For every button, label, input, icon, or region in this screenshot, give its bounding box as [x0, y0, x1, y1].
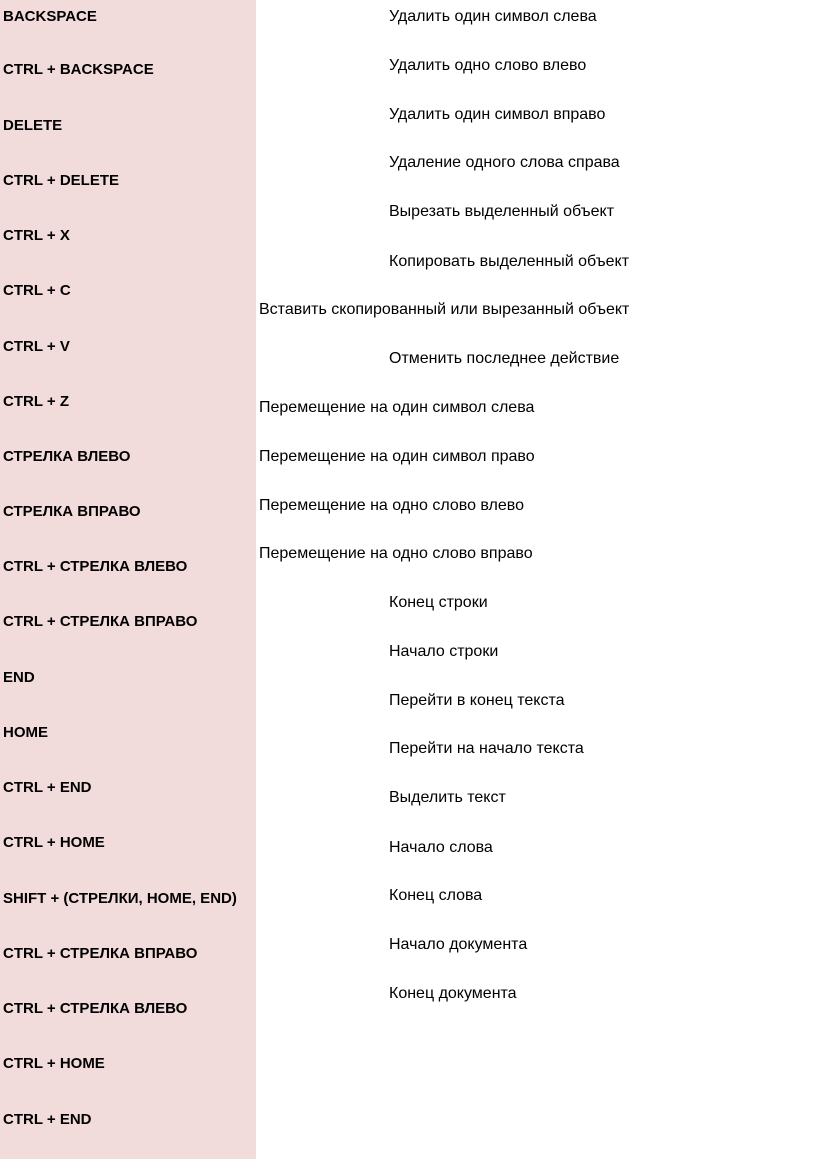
shortcut-description: Копировать выделенный объект — [389, 253, 630, 270]
shortcut-description: Конец строки — [389, 594, 488, 611]
shortcut-description: Конец документа — [389, 985, 517, 1002]
shortcut-key: BACKSPACE — [3, 8, 97, 25]
shortcut-key: CTRL + СТРЕЛКА ВПРАВО — [3, 613, 198, 630]
shortcut-key: СТРЕЛКА ВПРАВО — [3, 503, 141, 520]
shortcut-description: Начало строки — [389, 643, 499, 660]
shortcut-description: Вставить скопированный или вырезанный объект — [259, 301, 630, 318]
shortcut-description: Перейти на начало текста — [389, 740, 584, 757]
shortcut-description: Удаление одного слова справа — [389, 154, 620, 171]
shortcut-description: Удалить один символ вправо — [389, 106, 606, 123]
shortcut-key: CTRL + HOME — [3, 834, 105, 851]
shortcut-description: Вырезать выделенный объект — [389, 203, 615, 220]
shortcut-key: END — [3, 669, 35, 686]
shortcut-key: CTRL + HOME — [3, 1055, 105, 1072]
shortcut-key: CTRL + V — [3, 338, 70, 355]
shortcut-key: CTRL + X — [3, 227, 70, 244]
shortcut-key: DELETE — [3, 117, 63, 134]
shortcut-key: CTRL + СТРЕЛКА ВЛЕВО — [3, 558, 188, 575]
shortcut-key: CTRL + СТРЕЛКА ВЛЕВО — [3, 1000, 188, 1017]
shortcut-description: Перемещение на одно слово вправо — [259, 545, 533, 562]
shortcut-description: Удалить одно слово влево — [389, 57, 587, 74]
shortcut-key: HOME — [3, 724, 48, 741]
shortcut-key: CTRL + END — [3, 779, 92, 796]
shortcut-description: Начало документа — [389, 936, 528, 953]
shortcut-key: SHIFT + (СТРЕЛКИ, HOME, END) — [3, 890, 237, 907]
shortcut-description: Начало слова — [389, 839, 493, 856]
shortcut-description: Перейти в конец текста — [389, 692, 565, 709]
shortcut-key: СТРЕЛКА ВЛЕВО — [3, 448, 131, 465]
shortcut-key: CTRL + END — [3, 1111, 92, 1128]
shortcut-description: Конец слова — [389, 887, 483, 904]
shortcut-key: CTRL + BACKSPACE — [3, 61, 154, 78]
shortcut-key: CTRL + C — [3, 282, 71, 299]
shortcut-description: Выделить текст — [389, 789, 506, 806]
shortcut-key: CTRL + DELETE — [3, 172, 119, 189]
shortcut-description: Перемещение на одно слово влево — [259, 497, 524, 514]
shortcut-description: Перемещение на один символ право — [259, 448, 535, 465]
shortcut-description: Перемещение на один символ слева — [259, 399, 535, 416]
shortcut-key: CTRL + СТРЕЛКА ВПРАВО — [3, 945, 198, 962]
shortcut-key: CTRL + Z — [3, 393, 69, 410]
shortcut-description: Отменить последнее действие — [389, 350, 620, 367]
shortcut-description: Удалить один символ слева — [389, 8, 597, 25]
